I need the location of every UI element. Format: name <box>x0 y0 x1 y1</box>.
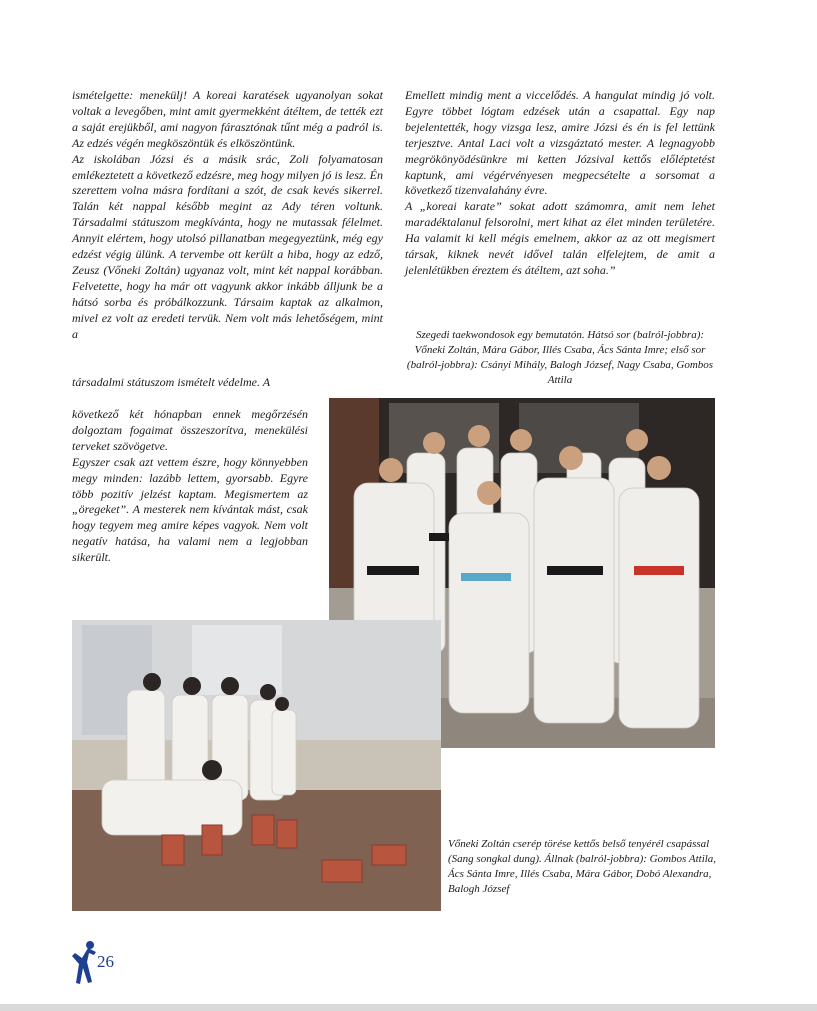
brick-breaking-photo <box>72 620 441 911</box>
kicking-figure-icon <box>70 938 100 986</box>
left-column-lower <box>72 407 308 566</box>
photo-caption-breaking: Vőneki Zoltán cserép törése kettős belső tenyérél csapással (Sang songkal dung). Állnak (balról-jobbra): Gombos Attila, Ács Sánta Imre, Illés Csaba, Mára Gábor, Dobó Alexandra, Balogh József <box>448 838 717 895</box>
right-column <box>405 88 715 279</box>
paragraph: Az iskolában Józsi és a másik srác, Zoli folyamatosan emlékeztetett a következő edzésre, meg hogy milyen jó is lesz. Én szerettem volna másra fordítani a szót, de csak kevés sikerrel. Talán két nappal később megint az Ady téren voltunk. Társadalmi státuszom megkívánta, hogy ne mutassak félelmet. Annyit elértem, hogy utolsó pillanatban megegyeztünk, még egy edzést végig ülünk. A tervembe ott került a hiba, hogy az edző, Zeusz (Vőneki Zoltán) ugyanaz volt, mint két nappal korábban. Felvetette, hogy ha már ott vagyunk akkor inkább álljunk be a hátsó sorba és próbálkozzunk. Társaim kaptak az alkalmon, mivel ez volt az eredeti tervük. Nem volt más lehetőségem, mint a <box>72 151 383 341</box>
page-bottom-edge <box>0 1004 817 1011</box>
left-column-upper <box>72 88 383 343</box>
paragraph: Egyszer csak azt vettem észre, hogy könnyebben megy minden: lazább lettem, gyorsabb. Egyre több pozitív jelzést kaptam. Megismertem az „öregeket”. A mesterek nem kívántak mást, csak hogy tegyem meg amire képes vagyok. Nem volt negatív hatása, ha valami nem a legjobban sikerült. <box>72 454 308 565</box>
left-column-middle <box>72 375 383 391</box>
paragraph: ismételgette: menekülj! A koreai karatések ugyanolyan sokat voltak a levegőben, mint amit gyermekként átéltem, de tették ezt a saját erejükből, ami nagyon fárasztónak tűnt még a padról is. Az edzés végén megköszöntük és elköszöntünk. <box>72 88 383 150</box>
paragraph: A „koreai karate” sokat adott számomra, amit nem lehet maradéktalanul felsorolni, mert kihat az élet minden területére. Ha valamit ki kell mégis emelnem, akkor az az ott megismert társak, kiknek nevét idővel talán elfelejtem, de amit a jelenlétükben éreztem és átéltem, azt soha.” <box>405 199 715 277</box>
brick-breaking-illustration <box>72 620 441 911</box>
photo-caption-group: Szegedi taekwondosok egy bemutatón. Hátsó sor (balról-jobbra): Vőneki Zoltán, Mára Gábor, Illés Csaba, Ács Sánta Imre; első sor (balról-jobbra): Csányi Mihály, Balogh József, Nagy Csaba, Gombos Attila <box>406 329 714 386</box>
paragraph: Emellett mindig ment a viccelődés. A hangulat mindig jó volt. Egyre többet lógtam edzések után a csapattal. Egy nap bejelentették, hogy vizsga lesz, amire Józsi és én is fel lettünk terjesztve. Antal Laci volt a vizsgáztató mester. A legnagyobb megrökönyödésünkre mi ketten Józsival kettős előléptetést kaptunk, ami végérvényesen megpecsételte a sorsomat a következő tizenvalahány évre. <box>405 88 715 198</box>
paragraph: társadalmi státuszom ismételt védelme. A <box>72 375 271 389</box>
page-number: 26 <box>97 952 114 971</box>
paragraph: következő két hónapban ennek megőrzésén dolgoztam fogaimat összeszorítva, menekülési terveket szövögetve. <box>72 407 308 453</box>
